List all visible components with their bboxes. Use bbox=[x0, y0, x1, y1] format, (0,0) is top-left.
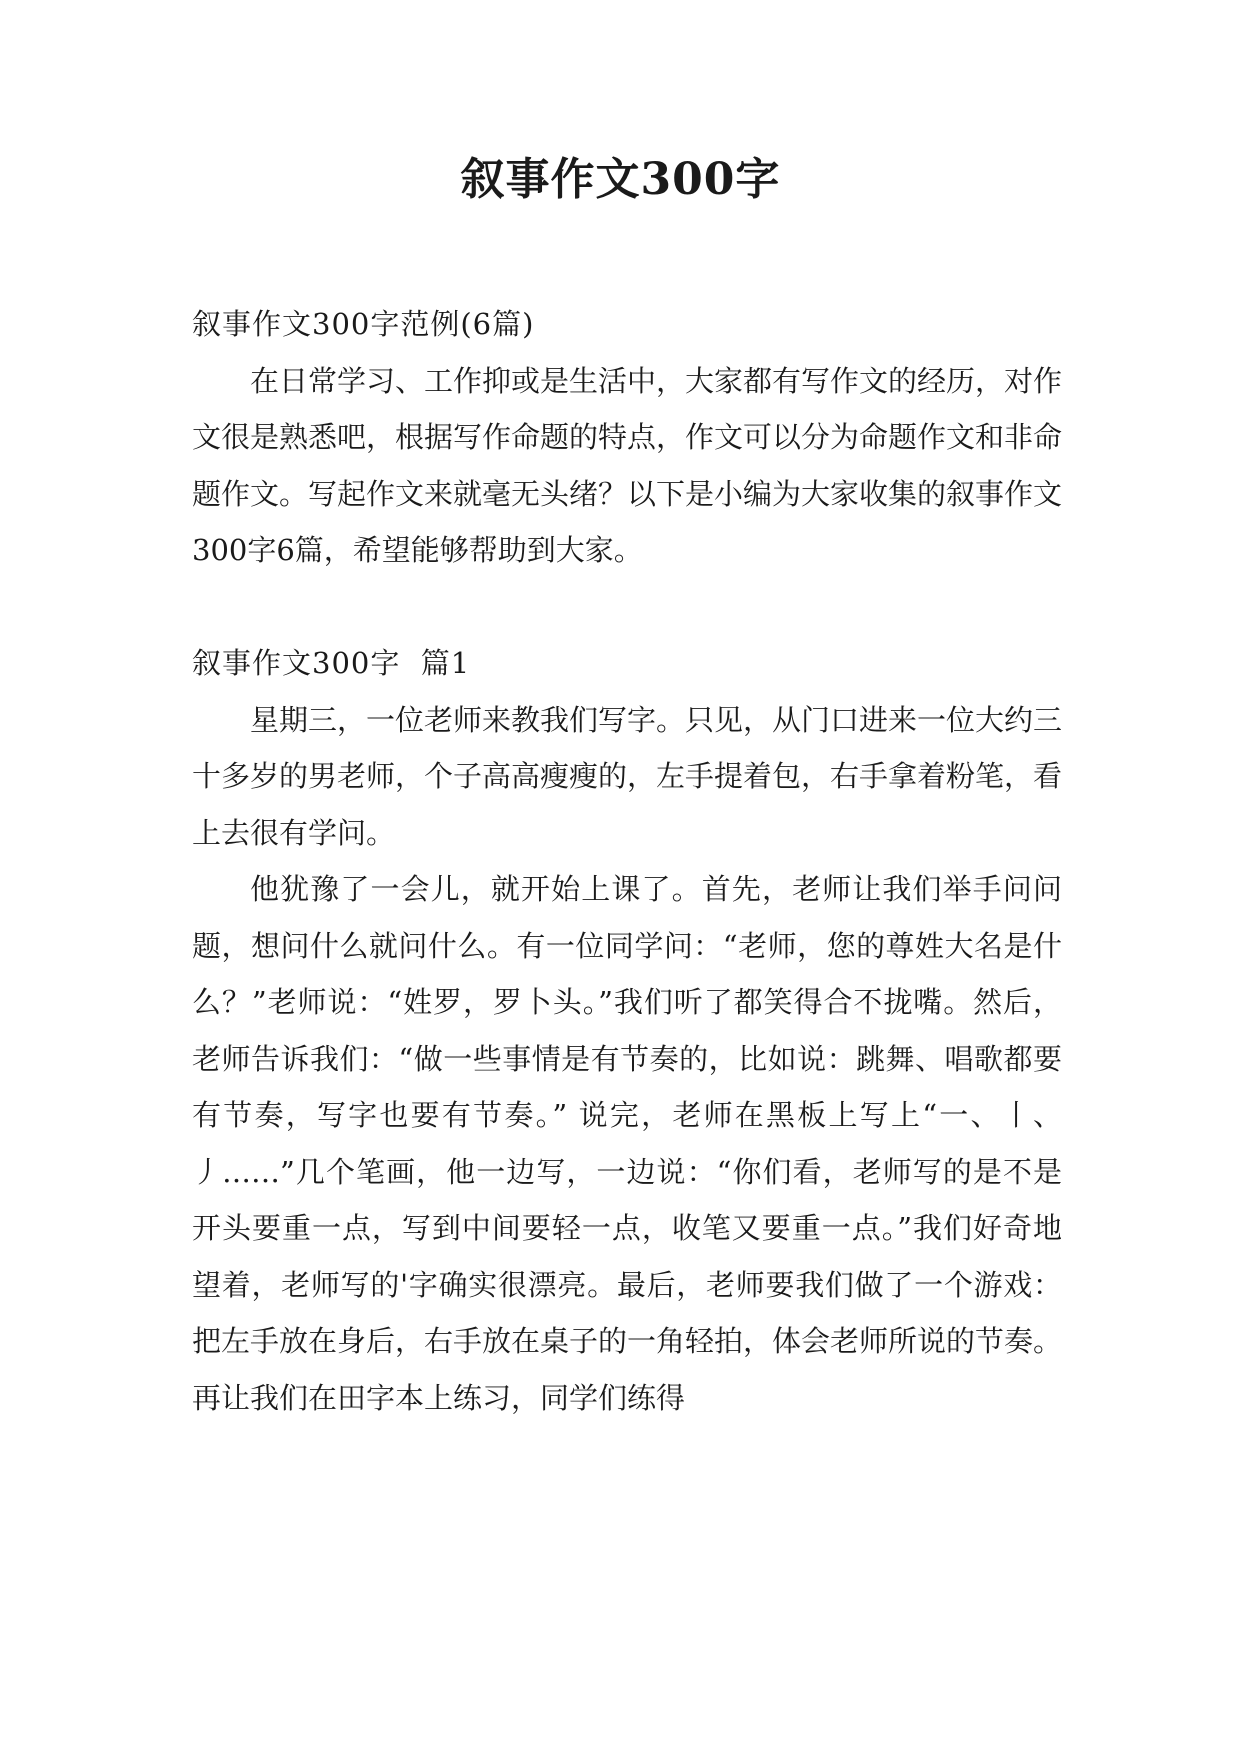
document-subtitle: 叙事作文300字范例(6篇) bbox=[192, 307, 535, 341]
document-title: 叙事作文300字 bbox=[460, 154, 781, 205]
body-paragraph: 星期三，一位老师来教我们写字。只见，从门口进来一位大约三十多岁的男老师，个子高高瘦瘦的，左手提着包，右手拿着粉笔，看上去很有学问。 bbox=[192, 702, 1063, 850]
intro-paragraph: 在日常学习、工作抑或是生活中，大家都有写作文的经历，对作文很是熟悉吧，根据写作命题的特点，作文可以分为命题作文和非命题作文。写起作文来就毫无头绪？以下是小编为大家收集的叙事作文300字6篇，希望能够帮助到大家。 bbox=[192, 363, 1063, 567]
section-heading: 叙事作文300字 篇1 bbox=[192, 646, 471, 680]
body-paragraph: 他犹豫了一会儿，就开始上课了。首先，老师让我们举手问问题，想问什么就问什么。有一位同学问：“老师，您的尊姓大名是什么？”老师说：“姓罗，罗卜头。”我们听了都笑得合不拢嘴。然后，老师告诉我们：“做一些事情是有节奏的，比如说：跳舞、唱歌都要有节奏，写字也要有节奏。” 说完，老师在黑板上写上“一、丨、丿……”几个笔画，他一边写，一边说：“你们看，老师写的是不是开头要重一点，写到中间要轻一点，收笔又要重一点。”我们好奇地望着，老师写的'字确实很漂亮。最后，老师要我们做了一个游戏：把左手放在身后，右手放在桌子的一角轻拍，体会老师所说的节奏。再让我们在田字本上练习，同学们练得 bbox=[192, 872, 1063, 1415]
section-spacer bbox=[192, 579, 1062, 636]
document-body bbox=[192, 296, 1062, 1426]
